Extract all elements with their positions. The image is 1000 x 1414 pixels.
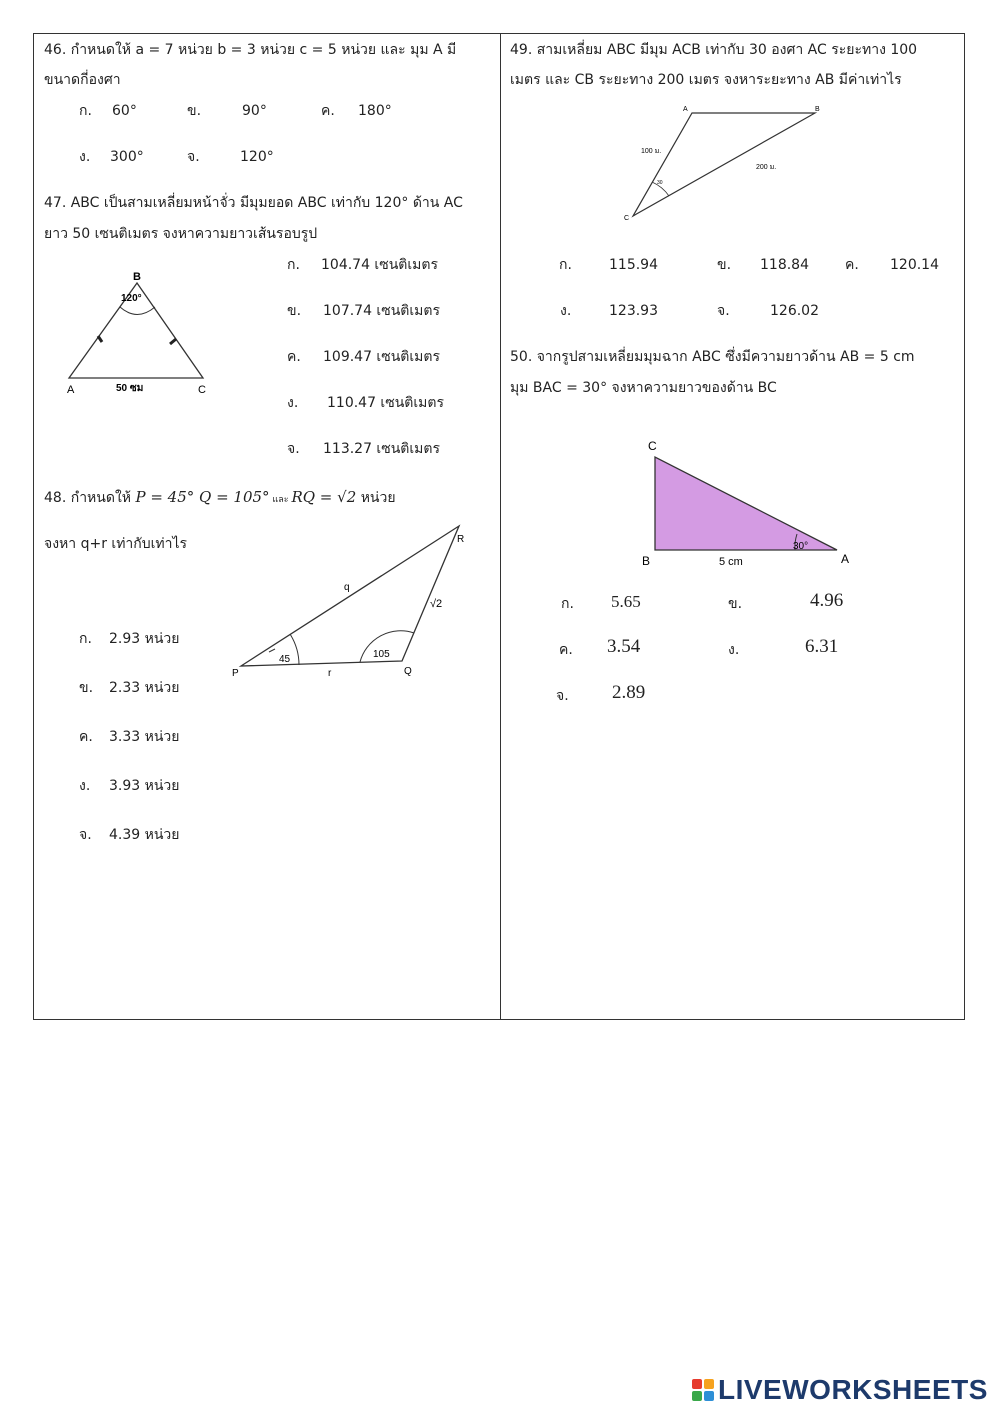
q50-choice-label: ก.	[561, 596, 574, 612]
q47-choice-label: ง.	[287, 395, 299, 411]
q47-choice-value[interactable]: 113.27 เซนติเมตร	[323, 441, 441, 457]
q49-choice-label: ง.	[560, 303, 572, 319]
q47-vertex-c: C	[198, 384, 206, 396]
q49-choice-label: ข.	[717, 257, 732, 273]
q50-choice-label: ง.	[728, 642, 740, 658]
q49-angle-c-label: 30	[657, 180, 663, 186]
q49-question-line1: 49. สามเหลี่ยม ABC มีมุม ACB เท่ากับ 30 องศา AC ระยะทาง 100	[510, 42, 918, 58]
q47-tick-mark-left	[98, 336, 102, 342]
q48-math-side: RQ = √2	[291, 488, 357, 506]
q48-choice-value[interactable]: 2.33 หน่วย	[109, 680, 180, 696]
q46-choice-value[interactable]: 60°	[112, 103, 137, 119]
q50-question-line2: มุม BAC = 30° จงหาความยาวของด้าน BC	[510, 380, 777, 396]
q48-unit: หน่วย	[356, 490, 396, 506]
q46-choice-value[interactable]: 120°	[240, 149, 274, 165]
q49-choice-value[interactable]: 126.02	[770, 303, 819, 319]
q47-base-label: 50 ซม	[116, 383, 144, 394]
q46-question-line1: 46. กำหนดให้ a = 7 หน่วย b = 3 หน่วย c = 5 หน่วย และ มุม A มี	[44, 42, 457, 58]
q47-choice-label: ข.	[287, 303, 302, 319]
q48-triangle-shape	[241, 526, 459, 666]
logo-blocks-icon	[692, 1379, 714, 1401]
q47-isosceles-triangle-figure	[62, 266, 212, 401]
q48-vertex-r: R	[457, 534, 465, 545]
q48-math-angles: P = 45° Q = 105°	[135, 488, 270, 506]
q50-choice-label: ค.	[559, 642, 573, 658]
q48-vertex-p: P	[232, 668, 239, 679]
q48-side-rq-label: √2	[430, 598, 443, 610]
q47-question-line2: ยาว 50 เซนติเมตร จงหาความยาวเส้นรอบรูป	[44, 226, 318, 242]
q49-side-ac-label: 100 ม.	[641, 148, 662, 155]
column-divider	[500, 34, 501, 1019]
q50-vertex-b: B	[642, 554, 651, 568]
q46-question-line2: ขนาดกี่องศา	[44, 72, 121, 88]
q47-choice-value[interactable]: 109.47 เซนติเมตร	[323, 349, 441, 365]
q50-vertex-a: A	[841, 552, 850, 566]
q49-choice-label: จ.	[717, 303, 730, 319]
q49-question-line2: เมตร และ CB ระยะทาง 200 เมตร จงหาระยะทาง AB มีค่าเท่าไร	[510, 72, 902, 88]
q48-choice-value[interactable]: 2.93 หน่วย	[109, 631, 180, 647]
q48-choice-label: ข.	[79, 680, 94, 696]
q50-choice-value[interactable]: 3.54	[607, 636, 641, 657]
q47-vertex-a: A	[67, 384, 75, 396]
q49-choice-label: ค.	[845, 257, 859, 273]
q48-side-r-label: r	[328, 668, 332, 679]
q49-vertex-a: A	[683, 106, 688, 113]
q47-angle-label: 120°	[121, 293, 142, 304]
q46-choice-value[interactable]: 90°	[242, 103, 267, 119]
q46-choice-value[interactable]: 180°	[358, 103, 392, 119]
q48-angle-arc-p	[290, 634, 299, 665]
logo-block	[692, 1379, 702, 1389]
q48-vertex-q: Q	[404, 666, 412, 677]
q49-vertex-b: B	[815, 106, 820, 113]
q48-conjunction: และ	[269, 495, 292, 505]
q46-choice-label: ค.	[321, 103, 335, 119]
q50-choice-value[interactable]: 2.89	[612, 682, 646, 703]
q48-question-line1	[44, 487, 396, 510]
q46-choice-label: ข.	[187, 103, 202, 119]
q50-choice-label: จ.	[556, 688, 569, 704]
q48-choice-label: ง.	[79, 778, 91, 794]
q47-angle-arc	[120, 307, 155, 315]
q48-choice-label: จ.	[79, 827, 92, 843]
q49-choice-value[interactable]: 120.14	[890, 257, 939, 273]
q47-question-line1: 47. ABC เป็นสามเหลี่ยมหน้าจั่ว มีมุมยอด ABC เท่ากับ 120° ด้าน AC	[44, 195, 463, 211]
q50-choice-label: ข.	[728, 596, 743, 612]
q48-choice-value[interactable]: 4.39 หน่วย	[109, 827, 180, 843]
q49-choice-label: ก.	[559, 257, 572, 273]
q48-triangle-figure	[229, 521, 479, 681]
q47-choice-value[interactable]: 104.74 เซนติเมตร	[321, 257, 439, 273]
q50-choice-value[interactable]: 5.65	[611, 592, 641, 611]
q48-tick-mark	[269, 649, 275, 652]
q49-side-cb-label: 200 ม.	[756, 164, 777, 171]
q47-choice-value[interactable]: 107.74 เซนติเมตร	[323, 303, 441, 319]
q49-triangle-figure	[621, 102, 831, 227]
q48-side-q-label: q	[344, 582, 350, 593]
q46-choice-value[interactable]: 300°	[110, 149, 144, 165]
logo-text: LIVEWORKSHEETS	[718, 1374, 988, 1405]
q47-choice-value[interactable]: 110.47 เซนติเมตร	[327, 395, 445, 411]
q48-question-line2: จงหา q+r เท่ากับเท่าไร	[44, 536, 188, 552]
liveworksheets-logo[interactable]	[692, 1376, 988, 1404]
q50-triangle-shape	[655, 457, 837, 550]
q48-angle-p-label: 45	[279, 654, 291, 665]
q46-choice-label: จ.	[187, 149, 200, 165]
q47-choice-label: ค.	[287, 349, 301, 365]
q50-right-triangle-figure	[634, 434, 864, 574]
logo-block	[704, 1379, 714, 1389]
q48-angle-q-label: 105	[373, 649, 390, 660]
q49-choice-value[interactable]: 123.93	[609, 303, 658, 319]
q47-vertex-b: B	[133, 271, 141, 283]
q48-question-prefix: 48. กำหนดให้	[44, 490, 136, 506]
q48-choice-value[interactable]: 3.93 หน่วย	[109, 778, 180, 794]
q50-angle-label: 30°	[793, 541, 809, 552]
q47-choice-label: จ.	[287, 441, 300, 457]
worksheet-table	[33, 33, 965, 1020]
q50-question-line1: 50. จากรูปสามเหลี่ยมมุมฉาก ABC ซึ่งมีความยาวด้าน AB = 5 cm	[510, 349, 915, 365]
q49-triangle-shape	[633, 113, 815, 216]
q50-base-label: 5 cm	[719, 556, 743, 568]
logo-block	[692, 1391, 702, 1401]
q47-tick-mark-right	[170, 339, 176, 344]
q47-choice-label: ก.	[287, 257, 300, 273]
q46-choice-label: ง.	[79, 149, 91, 165]
q50-choice-value[interactable]: 6.31	[805, 636, 839, 657]
q50-vertex-c: C	[648, 439, 657, 453]
q49-vertex-c: C	[624, 215, 630, 222]
logo-block	[704, 1391, 714, 1401]
q50-choice-value[interactable]: 4.96	[810, 590, 844, 611]
q48-choice-label: ก.	[79, 631, 92, 647]
q48-choice-label: ค.	[79, 729, 93, 745]
q49-choice-value[interactable]: 115.94	[609, 257, 658, 273]
q48-choice-value[interactable]: 3.33 หน่วย	[109, 729, 180, 745]
q49-choice-value[interactable]: 118.84	[760, 257, 809, 273]
q46-choice-label: ก.	[79, 103, 92, 119]
